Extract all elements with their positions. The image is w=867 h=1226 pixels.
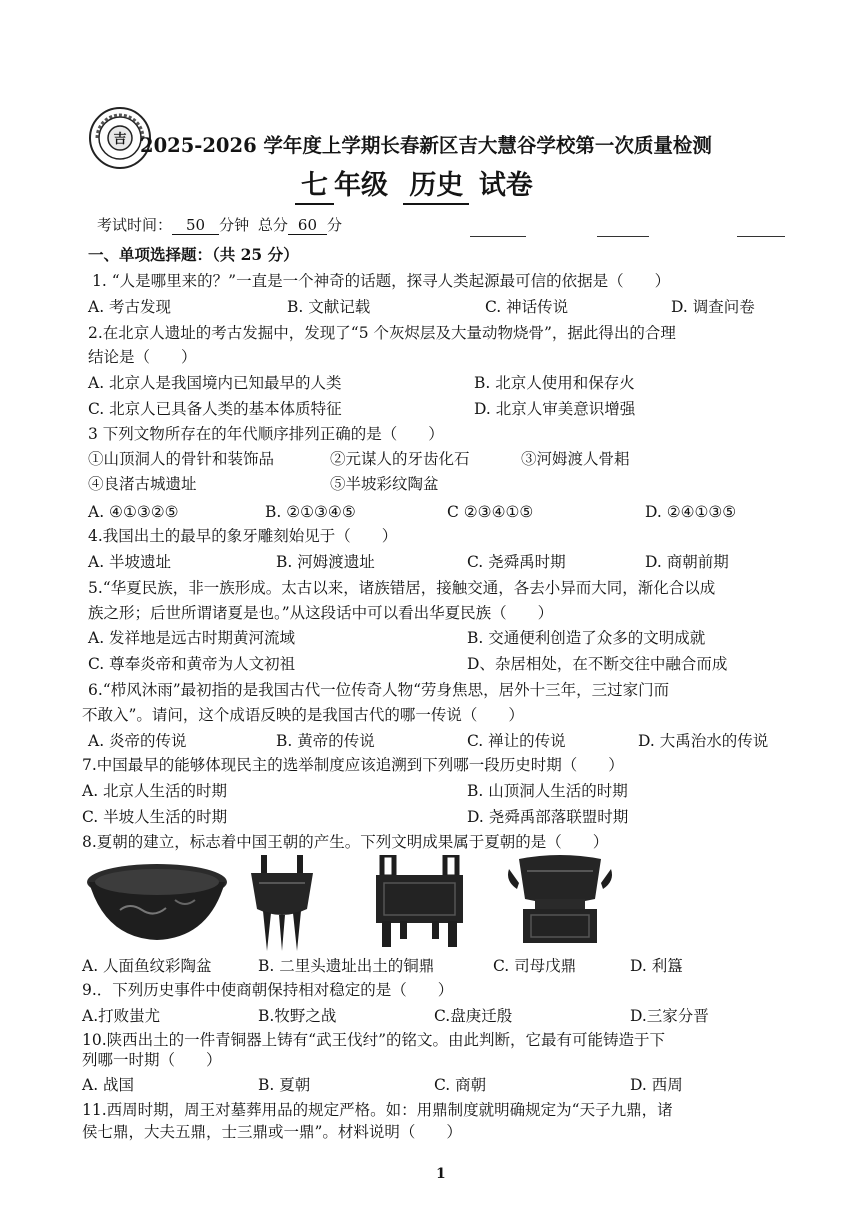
q3-option-b: B. ②①③④⑤ [265,503,356,521]
q4-option-c: C. 尧舜禹时期 [467,553,566,571]
q5-option-a: A. 发祥地是远古时期黄河流域 [88,629,296,647]
q3-item-1: ①山顶洞人的骨针和装饰品 [88,450,275,468]
exam-info [97,214,342,235]
q2-option-d: D. 北京人审美意识增强 [474,400,636,418]
q2-option-c: C. 北京人已具备人类的基本体质特征 [88,400,342,418]
name-blank-line [470,236,526,237]
subject: 历史 [403,169,469,205]
q2-stem-line1: 2.在北京人遗址的考古发掘中，发现了“5 个灰烬层及大量动物烧骨”，据此得出的合理 [88,324,676,342]
q2-option-b: B. 北京人使用和保存火 [474,374,635,392]
section-title: 一、单项选择题：（共 25 分） [88,245,299,264]
q10-option-d: D. 西周 [630,1076,683,1094]
q7-stem: 7.中国最早的能够体现民主的选举制度应该追溯到下列哪一段历史时期（ ） [82,756,624,774]
q1-option-b: B. 文献记载 [287,298,371,316]
q10-stem-line1: 10.陕西出土的一件青铜器上铸有“武王伐纣”的铭文。由此判断，它最有可能铸造于下 [82,1031,666,1049]
exam-time-label: 考试时间： [97,216,173,234]
class-blank-line [597,236,649,237]
q8-stem: 8.夏朝的建立，标志着中国王朝的产生。下列文明成果属于夏朝的是（ ） [82,833,609,851]
paper-title [295,163,533,205]
q6-option-a: A. 炎帝的传说 [88,732,187,750]
q8-option-c: C. 司母戊鼎 [493,957,577,975]
q5-option-c: C. 尊奉炎帝和黄帝为人文初祖 [88,655,296,673]
q10-stem-line2: 列哪一时期（ ） [82,1051,222,1069]
q3-stem: 3 下列文物所存在的年代顺序排列正确的是（ ） [88,425,444,443]
q9-option-a: A.打败蚩尤 [82,1007,161,1025]
q5-stem-line2: 族之形；后世所谓诸夏是也。”从这段话中可以看出华夏民族（ ） [88,604,554,622]
q11-stem-line2: 侯七鼎，大夫五鼎，士三鼎或一鼎”。材料说明（ ） [82,1123,462,1141]
q9-option-c: C.盘庚迁殷 [434,1007,513,1025]
svg-text:吉: 吉 [113,132,127,147]
q10-option-b: B. 夏朝 [258,1076,311,1094]
q4-stem: 4.我国出土的最早的象牙雕刻始见于（ ） [88,527,398,545]
q7-option-d: D. 尧舜禹部落联盟时期 [467,808,629,826]
q4-option-a: A. 半坡遗址 [88,553,172,571]
q6-option-c: C. 禅让的传说 [467,732,566,750]
q5-option-d: D、杂居相处，在不断交往中融合而成 [467,655,728,673]
page-number: 1 [436,1166,446,1182]
paper-label: 试卷 [478,170,533,201]
q3-item-2: ②元谋人的牙齿化石 [330,450,470,468]
grade: 七 [295,169,334,205]
q3-option-c: C ②③④①⑤ [447,503,534,521]
q3-item-5: ⑤半坡彩纹陶盆 [330,475,439,493]
q3-option-a: A. ④①③②⑤ [88,503,179,521]
q9-stem: 9.．下列历史事件中使商朝保持相对稳定的是（ ） [82,981,454,999]
ligui-image [505,855,615,947]
q10-option-a: A. 战国 [82,1076,135,1094]
q10-option-c: C. 商朝 [434,1076,487,1094]
school-title: 2025-2026 学年度上学期长春新区吉大慧谷学校第一次质量检测 [140,134,712,157]
q2-stem-line2: 结论是（ ） [88,348,197,366]
q1-stem: 1. “人是哪里来的？”一直是一个神奇的话题，探寻人类起源最可信的依据是（ ） [92,272,671,290]
total-value: 60 [288,216,327,235]
total-label: 总分 [257,216,288,234]
q1-option-c: C. 神话传说 [485,298,569,316]
q1-option-a: A. 考古发现 [88,298,172,316]
q8-option-a: A. 人面鱼纹彩陶盆 [82,957,212,975]
q7-option-c: C. 半坡人生活的时期 [82,808,228,826]
simuwu-ding-image [372,855,467,947]
q6-stem-line1: 6.“栉风沐雨”最初指的是我国古代一位传奇人物“劳身焦思，居外十三年，三过家门而 [88,681,670,699]
q3-item-4: ④良渚古城遗址 [88,475,197,493]
q7-option-b: B. 山顶洞人生活的时期 [467,782,628,800]
q11-stem-line1: 11.西周时期，周王对墓葬用品的规定严格。如：用鼎制度就明确规定为“天子九鼎，诸 [82,1101,673,1119]
q8-option-b: B. 二里头遗址出土的铜鼎 [258,957,435,975]
q9-option-d: D.三家分晋 [630,1007,709,1025]
q8-option-d: D. 利簋 [630,957,683,975]
pottery-basin-image [85,860,230,945]
q6-option-d: D. 大禹治水的传说 [638,732,769,750]
q5-option-b: B. 交通便利创造了众多的文明成就 [467,629,706,647]
q3-option-d: D. ②④①③⑤ [645,503,737,521]
q3-item-3: ③河姆渡人骨耜 [521,450,630,468]
q6-option-b: B. 黄帝的传说 [276,732,375,750]
id-blank-line [737,236,785,237]
q5-stem-line1: 5.“华夏民族，非一族形成。太古以来，诸族错居，接触交通，各去小异而大同，渐化合以成 [88,579,716,597]
q4-option-d: D. 商朝前期 [645,553,729,571]
grade-suffix: 年级 [334,170,388,201]
bronze-ding-tripod-image [247,855,317,953]
total-unit: 分 [327,216,343,234]
q6-stem-line2: 不敢入”。请问，这个成语反映的是我国古代的哪一传说（ ） [82,706,524,724]
exam-time-unit: 分钟 [219,216,250,234]
exam-time-value: 50 [172,216,219,235]
q1-option-d: D. 调查问卷 [671,298,755,316]
q9-option-b: B.牧野之战 [258,1007,337,1025]
q4-option-b: B. 河姆渡遗址 [276,553,375,571]
q7-option-a: A. 北京人生活的时期 [82,782,228,800]
q2-option-a: A. 北京人是我国境内已知最早的人类 [88,374,342,392]
